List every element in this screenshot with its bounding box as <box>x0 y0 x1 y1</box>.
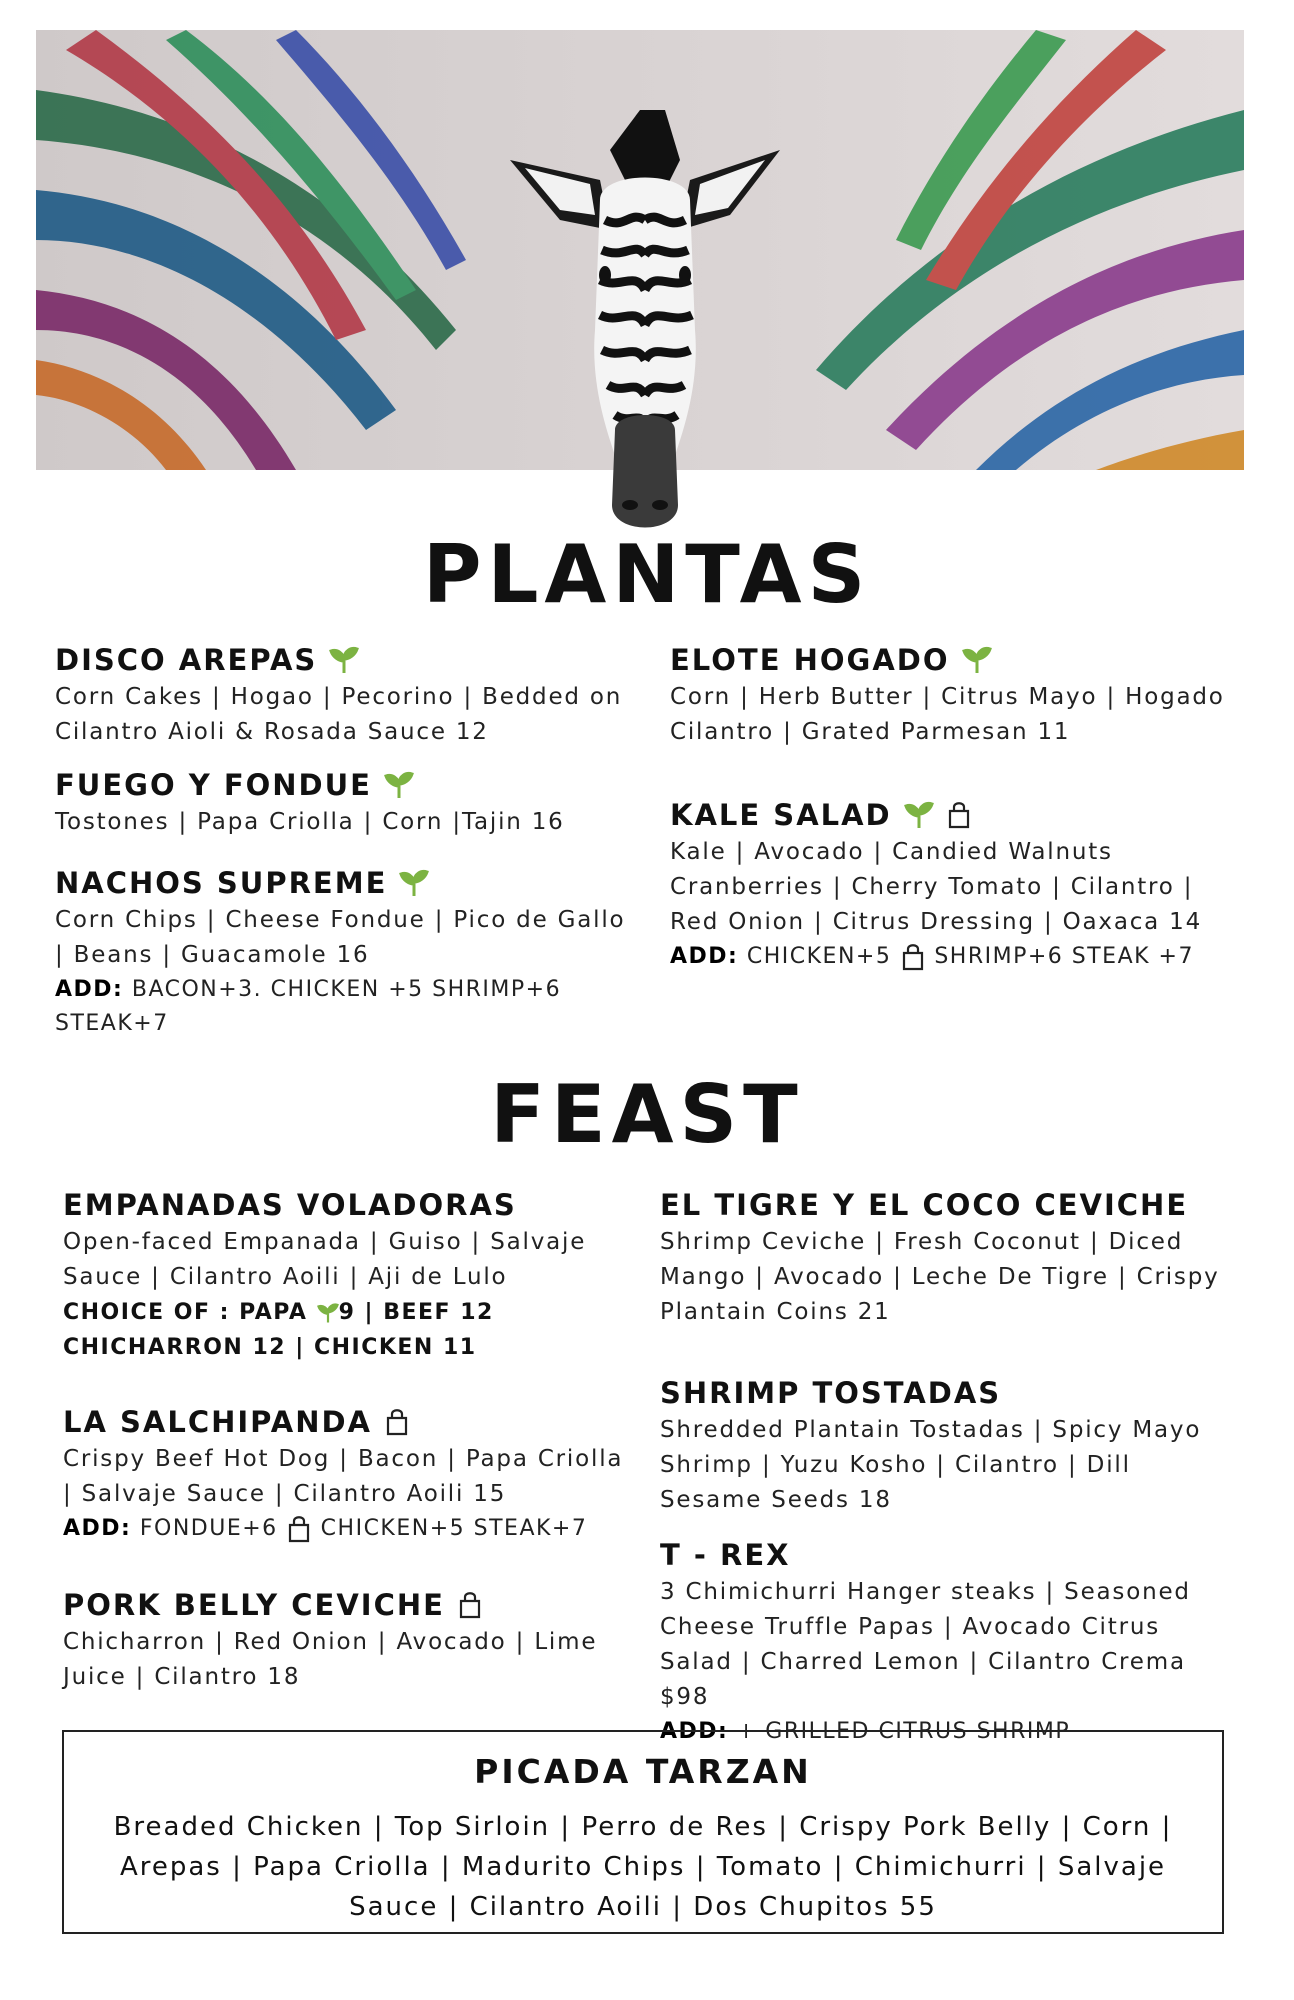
add-option-b: SHRIMP+6 STEAK +7 <box>934 944 1194 969</box>
item-description: Crispy Beef Hot Dog | Bacon | Papa Criolla | Salvaje Sauce | Cilantro Aoili 15 <box>63 1446 624 1507</box>
item-description: 3 Chimichurri Hanger steaks | Seasoned Cheese Truffle Papas | Avocado Citrus Salad | Charred Lemon | Cilantro Crema $98 <box>660 1579 1191 1710</box>
add-option-a: CHICKEN+5 <box>746 944 892 969</box>
item-choices <box>63 1295 633 1330</box>
choice-c: CHICHARRON 12 | CHICKEN 11 <box>63 1335 477 1360</box>
sprout-icon <box>904 800 934 830</box>
item-name: PORK BELLY CEVICHE <box>63 1588 445 1622</box>
shopping-bag-icon <box>900 943 926 971</box>
item-name: EMPANADAS VOLADORAS <box>63 1188 517 1222</box>
item-name: NACHOS SUPREME <box>55 866 388 900</box>
item-description: Corn Cakes | Hogao | Pecorino | Bedded on Cilantro Aioli & Rosada Sauce 12 <box>55 684 623 745</box>
menu-item-shrimp-tostadas <box>660 1373 1240 1518</box>
shopping-bag-icon <box>384 1408 410 1436</box>
item-description: Shredded Plantain Tostadas | Spicy Mayo Shrimp | Yuzu Kosho | Cilantro | Dill Sesame Seeds 18 <box>660 1417 1202 1513</box>
choice-a: CHOICE OF : PAPA <box>63 1300 308 1325</box>
section-title-feast: FEAST <box>490 1068 804 1161</box>
item-addons <box>63 1512 633 1546</box>
platter-title: PICADA TARZAN <box>474 1752 812 1791</box>
featured-platter-box <box>62 1730 1224 1934</box>
item-name: FUEGO Y FONDUE <box>55 768 372 802</box>
add-label: ADD: <box>63 1516 132 1541</box>
menu-item-disco-arepas <box>55 640 635 750</box>
menu-item-elote-hogado <box>670 640 1240 750</box>
sprout-icon <box>384 770 414 800</box>
item-name: KALE SALAD <box>670 798 892 832</box>
menu-item-nachos-supreme <box>55 863 635 1041</box>
choice-b: 9 | BEEF 12 <box>338 1300 494 1325</box>
menu-item-fuego-y-fondue <box>55 765 635 840</box>
section-title-plantas: PLANTAS <box>422 528 872 621</box>
shopping-bag-icon <box>457 1591 483 1619</box>
add-label: ADD: <box>55 977 124 1002</box>
menu-item-t-rex <box>660 1535 1240 1749</box>
item-description: Open-faced Empanada | Guiso | Salvaje Sauce | Cilantro Aoili | Aji de Lulo <box>63 1229 587 1290</box>
sprout-icon <box>962 645 992 675</box>
item-description: Kale | Avocado | Candied Walnuts Cranberries | Cherry Tomato | Cilantro | Red Onion | Citrus Dressing | Oaxaca 14 <box>670 839 1203 935</box>
shopping-bag-icon <box>946 801 972 829</box>
add-option-a: FONDUE+6 <box>139 1516 278 1541</box>
item-addons <box>670 940 1240 974</box>
menu-item-empanadas-voladoras <box>63 1185 633 1365</box>
item-description: Shrimp Ceviche | Fresh Coconut | Diced Mango | Avocado | Leche De Tigre | Crispy Plantain Coins 21 <box>660 1229 1220 1325</box>
item-name: T - REX <box>660 1538 791 1572</box>
zebra-head-illustration <box>490 110 800 550</box>
item-name: SHRIMP TOSTADAS <box>660 1376 1002 1410</box>
sprout-icon <box>329 645 359 675</box>
item-description: Tostones | Papa Criolla | Corn |Tajin 16 <box>55 809 565 835</box>
item-name: ELOTE HOGADO <box>670 643 950 677</box>
add-label: ADD: <box>670 944 739 969</box>
sprout-icon <box>317 1302 339 1324</box>
add-options: + GRILLED CITRUS SHRIMP <box>736 1719 1071 1744</box>
item-description: Chicharron | Red Onion | Avocado | Lime Juice | Cilantro 18 <box>63 1629 598 1690</box>
shopping-bag-icon <box>286 1515 312 1543</box>
item-name: EL TIGRE Y EL COCO CEVICHE <box>660 1188 1189 1222</box>
platter-description: Breaded Chicken | Top Sirloin | Perro de Res | Crispy Pork Belly | Corn | Arepas | Papa Criolla | Madurito Chips | Tomato | Chimichurri | Salvaje Sauce | Cilantro Aoili | Dos Chupitos 55 <box>113 1812 1173 1922</box>
item-description: Corn | Herb Butter | Citrus Mayo | Hogado Cilantro | Grated Parmesan 11 <box>670 684 1225 745</box>
add-option-b: CHICKEN+5 STEAK+7 <box>320 1516 588 1541</box>
item-name: DISCO AREPAS <box>55 643 318 677</box>
item-name: LA SALCHIPANDA <box>63 1405 372 1439</box>
add-options: BACON+3. CHICKEN +5 SHRIMP+6 STEAK+7 <box>55 977 562 1036</box>
item-addons <box>55 973 635 1041</box>
menu-item-el-tigre-y-el-coco-ceviche <box>660 1185 1240 1330</box>
sprout-icon <box>399 868 429 898</box>
menu-item-kale-salad <box>670 795 1240 974</box>
item-description: Corn Chips | Cheese Fondue | Pico de Gallo | Beans | Guacamole 16 <box>55 907 626 968</box>
menu-item-pork-belly-ceviche <box>63 1585 633 1695</box>
add-label: ADD: <box>660 1719 729 1744</box>
menu-item-la-salchipanda <box>63 1402 633 1546</box>
